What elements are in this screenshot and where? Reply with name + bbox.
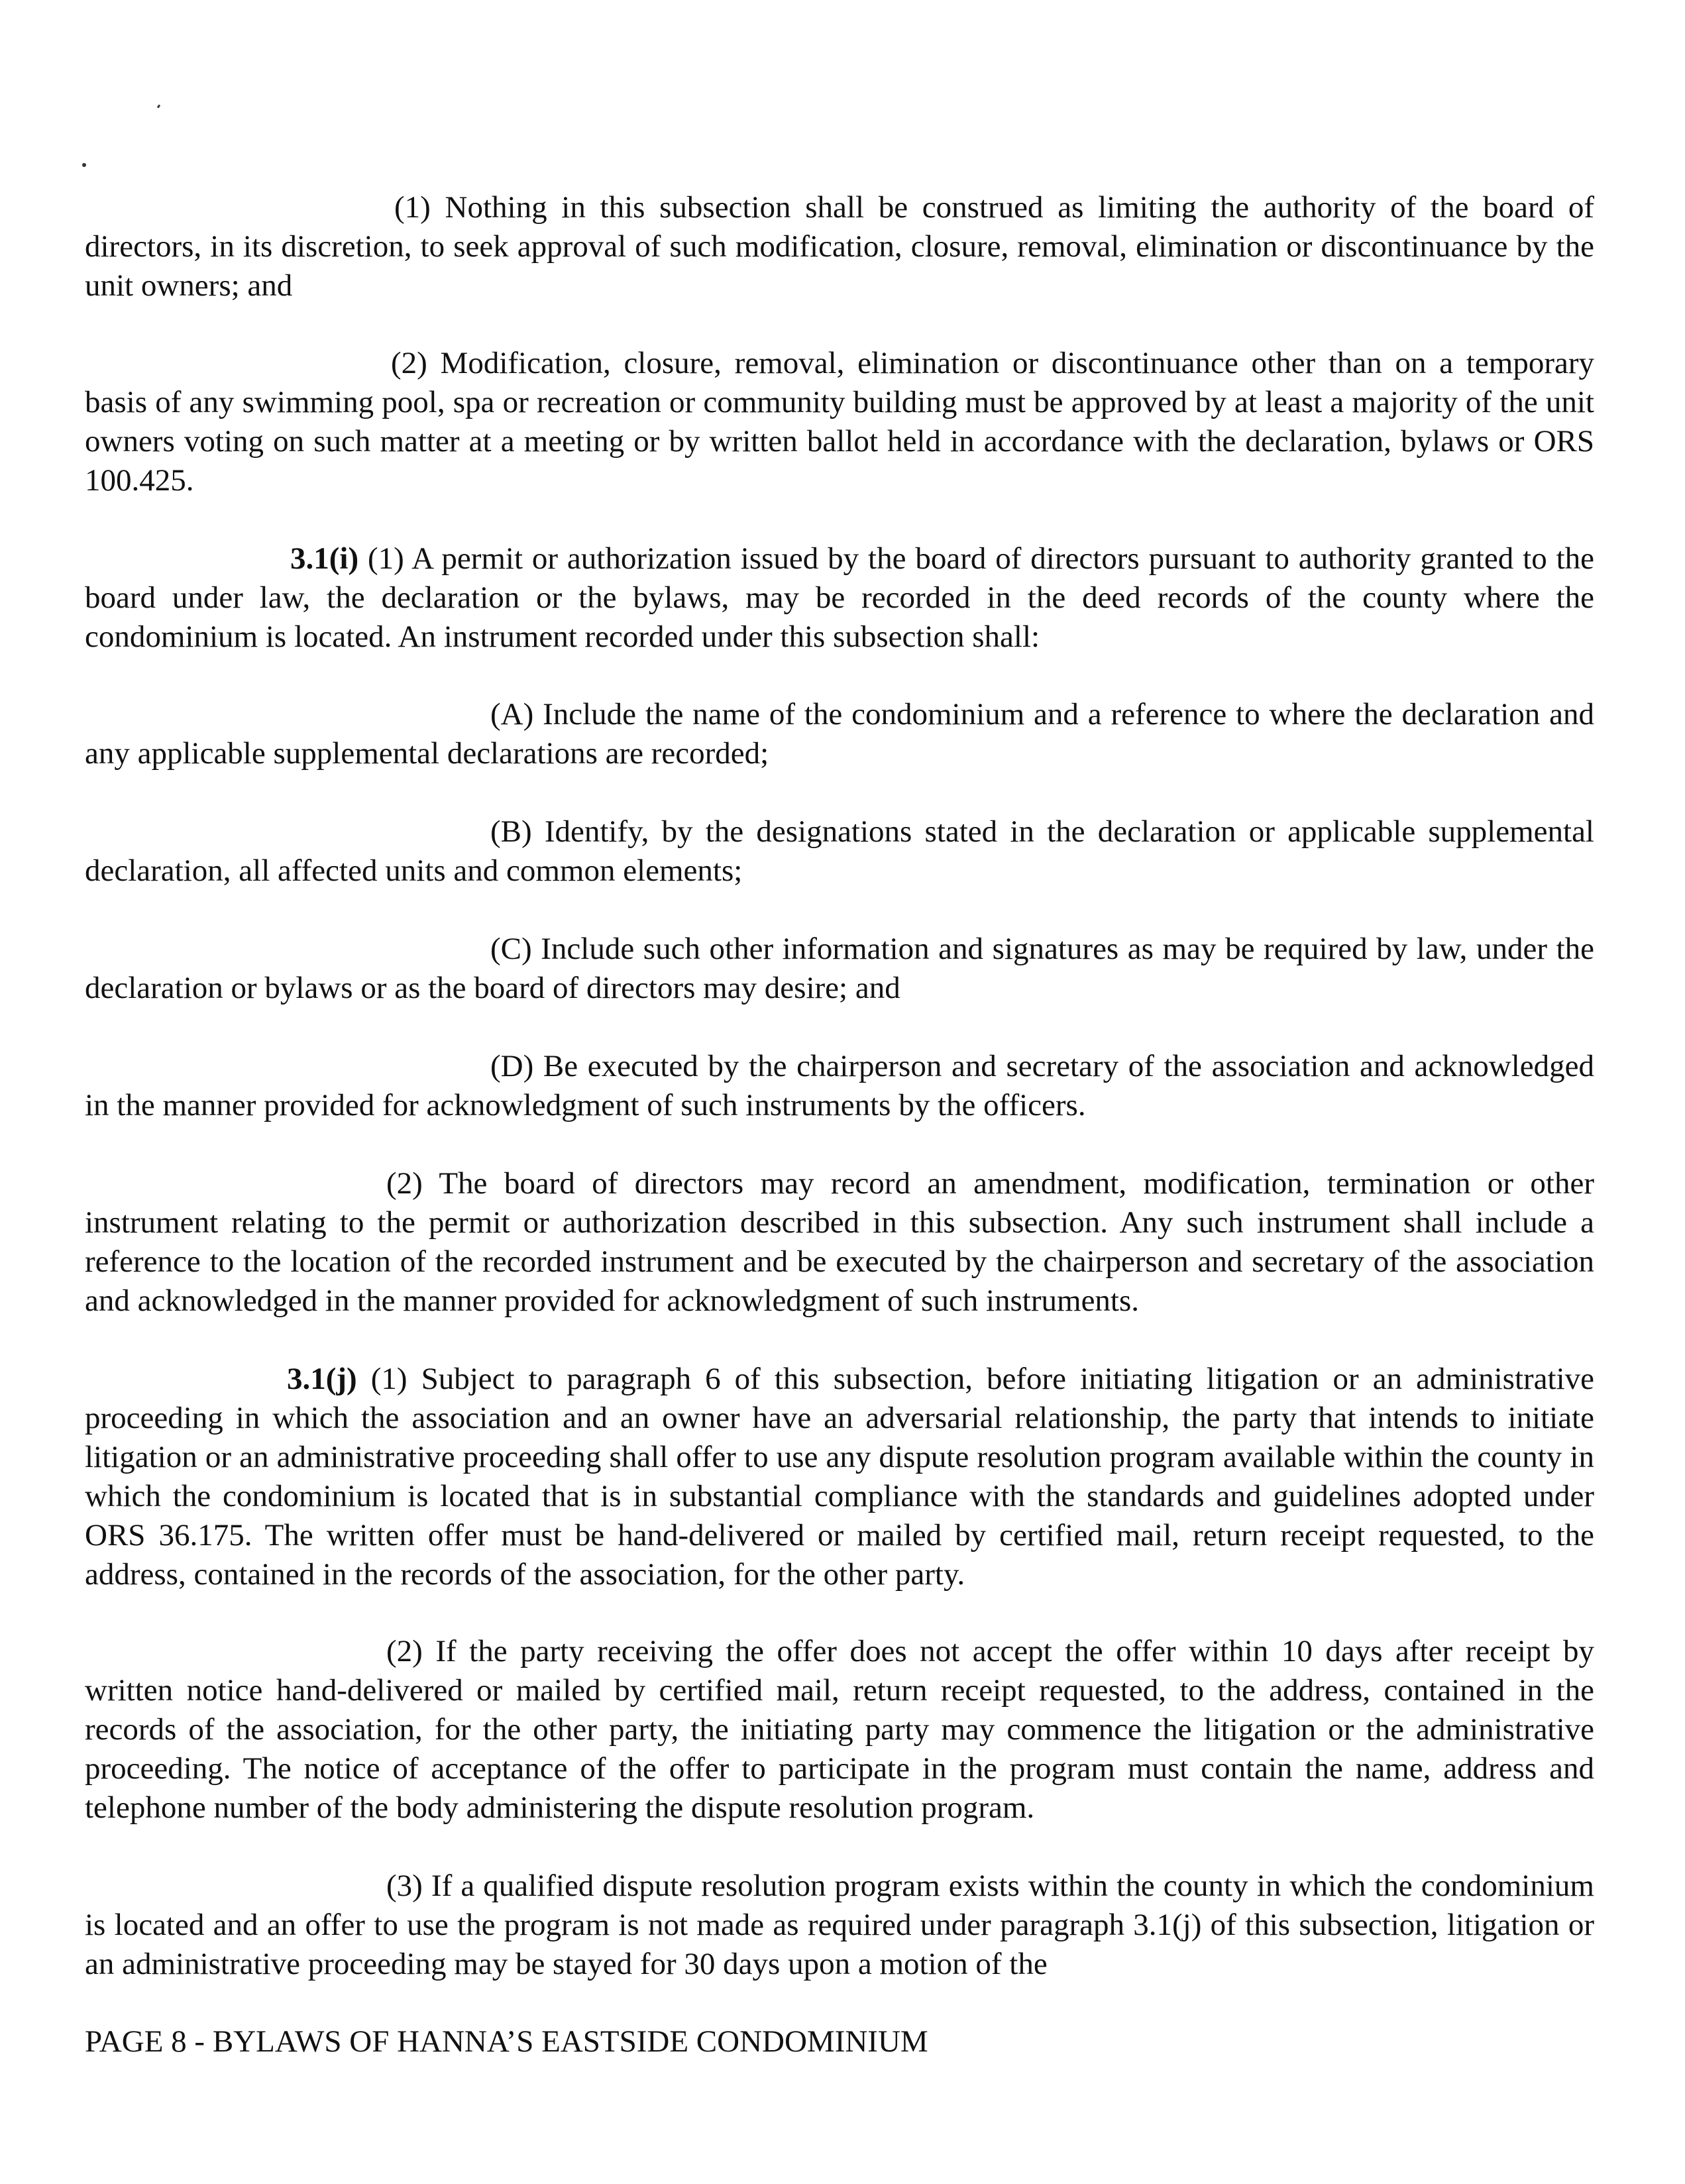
paragraph-text: (1) A permit or authorization issued by the board of directors pursuant to authority granted to the board under law, the declaration or the bylaws, may be recorded in the deed records of the county where the condominium is located. An instrument recorded under this subsection shall: bbox=[85, 541, 1594, 654]
section-label: 3.1(i) bbox=[290, 541, 359, 576]
page-footer: PAGE 8 - BYLAWS OF HANNA’S EASTSIDE CONDOMINIUM bbox=[85, 2024, 928, 2059]
paragraph-3-1-i-2 bbox=[85, 1164, 1594, 1321]
paragraph-3-1-i-D bbox=[85, 1047, 1594, 1125]
paragraph-text: (A) Include the name of the condominium and a reference to where the declaration and any applicable supplemental declarations are recorded; bbox=[85, 697, 1594, 771]
paragraph-text: (C) Include such other information and signatures as may be required by law, under the declaration or bylaws or as the board of directors may desire; and bbox=[85, 932, 1594, 1005]
paragraph-text: (3) If a qualified dispute resolution program exists within the county in which the condominium is located and an offer to use the program is not made as required under paragraph 3.1(j) of this subsection, litigation or an administrative proceeding may be stayed for 30 days upon a motion of the bbox=[85, 1869, 1594, 1981]
paragraph-3-1-i-B bbox=[85, 812, 1594, 891]
paragraph-text: (2) If the party receiving the offer does not accept the offer within 10 days after receipt by written notice hand-delivered or mailed by certified mail, return receipt requested, to the address, contained in the records of the association, for the other party, the initiating party may commence the litigation or the administrative proceeding. The notice of acceptance of the offer to participate in the program must contain the name, address and telephone number of the body administering the dispute resolution program. bbox=[85, 1634, 1594, 1825]
paragraph-text: (2) The board of directors may record an amendment, modification, termination or other instrument relating to the permit or authorization described in this subsection. Any such instrument shall include a reference to the location of the recorded instrument and be executed by the chairperson and secretary of the association and acknowledged in the manner provided for acknowledgment of such instruments. bbox=[85, 1166, 1594, 1318]
paragraph-text: (1) Nothing in this subsection shall be construed as limiting the authority of the board of directors, in its discretion, to seek approval of such modification, closure, removal, elimination or discontinuance by the unit owners; and bbox=[85, 190, 1594, 303]
section-label: 3.1(j) bbox=[287, 1362, 357, 1396]
paragraph-3-1-j-1 bbox=[85, 1360, 1594, 1594]
scan-speck bbox=[157, 105, 160, 109]
paragraph-3-1-j-2 bbox=[85, 1632, 1594, 1828]
paragraph-h1 bbox=[85, 188, 1594, 305]
paragraph-3-1-i-A bbox=[85, 695, 1594, 773]
paragraph-3-1-i-C bbox=[85, 930, 1594, 1008]
paragraph-text: (1) Subject to paragraph 6 of this subsection, before initiating litigation or an administrative proceeding in which the association and an owner have an adversarial relationship, the party that intends to initiate litigation or an administrative proceeding shall offer to use any dispute resolution program available within the county in which the condominium is located that is in substantial compliance with the standards and guidelines adopted under ORS 36.175. The written offer must be hand-delivered or mailed by certified mail, return receipt requested, to the address, contained in the records of the association, for the other party. bbox=[85, 1362, 1594, 1592]
paragraph-text: (2) Modification, closure, removal, elimination or discontinuance other than on a temporary basis of any swimming pool, spa or recreation or community building must be approved by at least a majority of the unit owners voting on such matter at a meeting or by written ballot held in accordance with the declaration, bylaws or ORS 100.425. bbox=[85, 346, 1594, 498]
paragraph-text: (D) Be executed by the chairperson and secretary of the association and acknowledged in the manner provided for acknowledgment of such instruments by the officers. bbox=[85, 1049, 1594, 1122]
paragraph-text: (B) Identify, by the designations stated in the declaration or applicable supplemental declaration, all affected units and common elements; bbox=[85, 814, 1594, 888]
paragraph-3-1-j-3 bbox=[85, 1867, 1594, 1984]
paragraph-h2 bbox=[85, 344, 1594, 500]
paragraph-3-1-i-1 bbox=[85, 539, 1594, 657]
scan-speck bbox=[82, 163, 86, 167]
